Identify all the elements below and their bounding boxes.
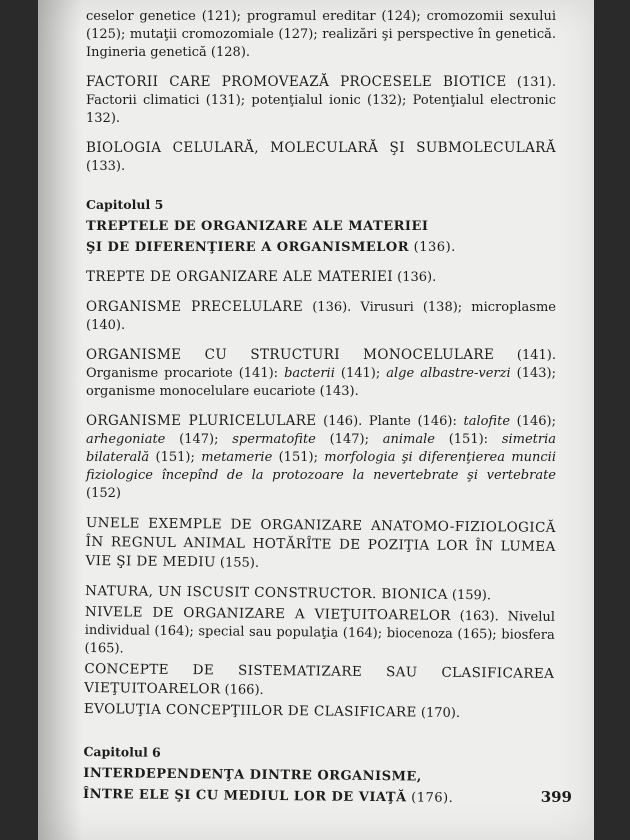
entry-text: (136). [393, 270, 437, 285]
toc-entry [84, 700, 554, 724]
entry-heading: ORGANISME PLURICELULARE [86, 413, 317, 429]
chapter-title-line: TREPTELE DE ORGANIZARE ALE MATERIEI [86, 219, 429, 234]
chapter-title-line: INTERDEPENDENŢA DINTRE ORGANISME, [83, 765, 422, 785]
entry-text: (136). Virusuri (138); microplasme (140). [86, 300, 556, 333]
skewed-lower-block [83, 514, 556, 810]
gutter-shadow [38, 0, 82, 840]
entry-heading: CONCEPTE DE SISTEMATIZARE SAU CLASIFICAREA VIEŢUITOARELOR [84, 660, 555, 698]
toc-entry [86, 268, 556, 287]
entry-heading: TREPTE DE ORGANIZARE ALE MATERIEI [86, 269, 394, 285]
chapter-label: Capitolul 6 [83, 743, 161, 760]
entry-text: (170). [416, 705, 461, 721]
toc-entry: ORGANISME CU STRUCTURI MONOCELULARE (141). Organisme procariote (141): bacterii (141); alge albastre-verzi (143); organisme monocelulare eucariote (143). [86, 347, 556, 399]
entry-heading: NATURA, UN ISCUSIT CONSTRUCTOR. BIONICA [85, 582, 448, 603]
toc-entry [86, 298, 556, 335]
entry-text: (131). Factorii climatici (131); potenţialul ionic (132); Potenţialul electronic 132). [86, 75, 556, 126]
entry-heading: UNELE EXEMPLE DE ORGANIZARE ANATOMO-FIZIOLOGICĂ ÎN REGNUL ANIMAL HOTĂRÎTE DE POZIŢIA LOR ÎN LUMEA VIE ŞI DE MEDIU [85, 514, 556, 571]
entry-text: (159). [447, 587, 492, 604]
entry-text: ceselor genetice (121); programul ereditar (124); cromozomii sexului (125); mutaţii cromozomiale (127); realizări şi perspective în genetică. Ingineria genetică (128). [86, 9, 556, 60]
entry-text: (166). [220, 682, 264, 698]
page-number: 399 [540, 788, 572, 806]
entry-heading: EVOLUŢIA CONCEPŢIILOR DE CLASIFICARE [83, 700, 417, 721]
entry-heading: NIVELE DE ORGANIZARE A VIEŢUITOARELOR [84, 603, 451, 624]
entry-text: (155). [215, 555, 260, 571]
chapter-title [83, 763, 553, 810]
toc-entry [85, 514, 556, 576]
toc-entry [86, 139, 556, 176]
toc-entry [84, 603, 555, 663]
chapter-title-line: ÎNTRE ELE ŞI CU MEDIUL LOR DE VIAŢĂ (176). [82, 786, 454, 806]
toc-entry [86, 73, 556, 128]
toc-entry [86, 8, 556, 62]
entry-heading: FACTORII CARE PROMOVEAZĂ PROCESELE BIOTICE [86, 74, 507, 90]
entry-heading: ORGANISME CU STRUCTURI MONOCELULARE [86, 347, 495, 363]
toc-entry [85, 582, 555, 606]
toc-entry: ORGANISME PLURICELULARE (146). Plante (146): talofite (146); arhegoniate (147); spermatofite (147); animale (151): simetria bilaterală (151); metamerie (151); morfologia şi diferenţierea muncii fiziologice începînd de la protozoare la nevertebrate şi vertebrate (152) [86, 413, 557, 501]
entry-text: (163). Nivelul individual (164); special sau populaţia (164); biocenoza (165); biosfera (165). [84, 608, 556, 657]
entry-heading: ORGANISME PRECELULARE [86, 299, 304, 315]
entry-text: (133). [86, 159, 126, 174]
toc-entry [84, 660, 554, 703]
chapter-title-line: ŞI DE DIFERENŢIERE A ORGANISMELOR (136). [86, 240, 456, 255]
table-of-contents [82, 8, 557, 815]
chapter-title [86, 216, 556, 258]
entry-heading: BIOLOGIA CELULARĂ, MOLECULARĂ ŞI SUBMOLECULARĂ [86, 140, 556, 156]
chapter-label: Capitolul 5 [86, 197, 164, 212]
